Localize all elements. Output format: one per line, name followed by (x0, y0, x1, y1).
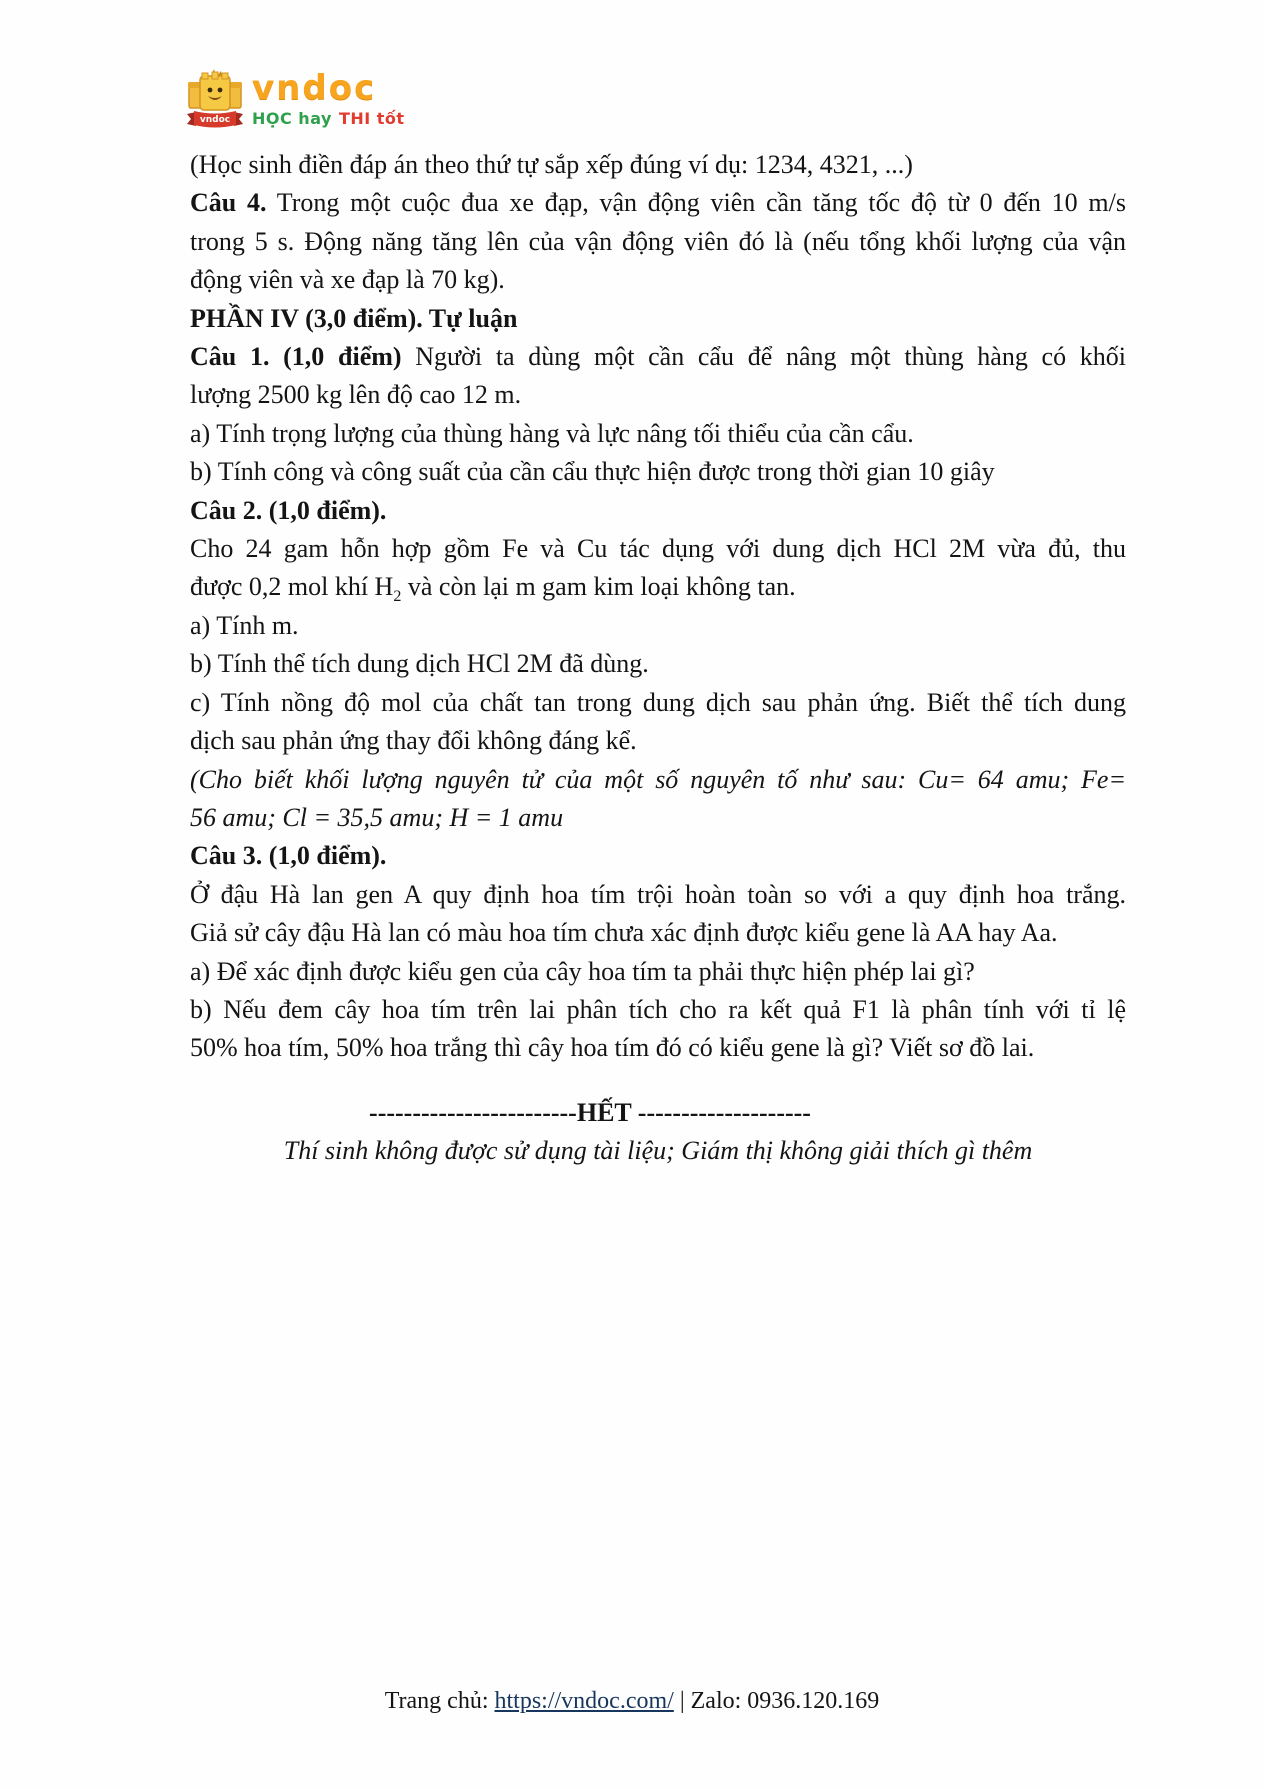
text-line (190, 568, 1126, 606)
text-line (190, 607, 1126, 645)
text-line (190, 722, 1126, 760)
text-line (190, 453, 1126, 491)
text-line (190, 530, 1126, 568)
text-run: Thí sinh không được sử dụng tài liệu; Giám thị không giải thích gì thêm (283, 1136, 1033, 1166)
vndoc-brand-text: vndoc (252, 68, 377, 108)
document-body (190, 146, 1126, 1171)
text-line (190, 799, 1126, 837)
vndoc-mascot-icon (186, 68, 244, 134)
text-run: b) Tính công và công suất của cần cẩu thực hiện được trong thời gian 10 giây (190, 457, 995, 487)
text-run: được 0,2 mol khí H (190, 572, 394, 602)
text-run: a) Tính m. (190, 610, 299, 640)
text-line (190, 1029, 1126, 1067)
text-run: 2 (393, 588, 402, 606)
tagline-hoc-hay: HỌC hay (252, 109, 332, 128)
text-run: (Học sinh điền đáp án theo thứ tự sắp xếp đúng ví dụ: 1234, 4321, ...) (190, 150, 913, 179)
text-line (190, 492, 1126, 530)
text-line (190, 300, 1126, 338)
text-run: b) Tính thể tích dung dịch HCl 2M đã dùng. (190, 649, 649, 679)
text-run: Trong một cuộc đua xe đạp, vận động viên cần tăng tốc độ từ 0 đến 10 m/s (266, 188, 1126, 218)
text-run: Người ta dùng một cần cẩu để nâng một thùng hàng có khối (401, 342, 1126, 372)
text-line (190, 761, 1126, 799)
text-run: a) Tính trọng lượng của thùng hàng và lực nâng tối thiểu của cần cẩu. (190, 418, 914, 448)
text-line (190, 684, 1126, 722)
text-run: a) Để xác định được kiểu gen của cây hoa tím ta phải thực hiện phép lai gì? (190, 956, 975, 986)
text-line (190, 261, 1126, 299)
text-line (190, 338, 1126, 376)
text-run: 50% hoa tím, 50% hoa trắng thì cây hoa tím đó có kiểu gene là gì? Viết sơ đồ lai. (190, 1033, 1035, 1063)
text-run: Câu 4. (190, 188, 267, 218)
text-run: b) Nếu đem cây hoa tím trên lai phân tích cho ra kết quả F1 là phân tính với tỉ lệ (190, 994, 1126, 1024)
vndoc-logo (186, 68, 405, 134)
footer-separator: | (673, 1688, 691, 1714)
text-run: 56 amu; Cl = 35,5 amu; H = 1 amu (190, 802, 564, 832)
ribbon-text: vndoc (199, 115, 231, 125)
text-line (190, 914, 1126, 952)
homepage-link[interactable]: https://vndoc.com/ (494, 1688, 674, 1714)
text-line (190, 876, 1126, 914)
text-run: (Cho biết khối lượng nguyên tử của một số nguyên tố như sau: Cu= 64 amu; Fe= (190, 764, 1126, 794)
tagline-thi-tot: THI tốt (338, 109, 405, 128)
text-line (190, 184, 1126, 222)
page-footer (0, 1688, 1264, 1715)
text-run: và còn lại m gam kim loại không tan. (401, 572, 796, 602)
text-run: Câu 2. (1,0 điểm). (190, 495, 387, 525)
text-run: Cho 24 gam hỗn hợp gồm Fe và Cu tác dụng với dung dịch HCl 2M vừa đủ, thu (190, 534, 1126, 564)
text-run: Câu 1. (1,0 điểm) (190, 342, 402, 372)
text-run: PHẦN IV (3,0 điểm). Tự luận (190, 303, 518, 333)
text-run: Ở đậu Hà lan gen A quy định hoa tím trội hoàn toàn so với a quy định hoa trắng. (190, 879, 1126, 909)
footer-zalo: Zalo: 0936.120.169 (690, 1688, 880, 1714)
text-line (190, 223, 1126, 261)
text-run: Câu 3. (1,0 điểm). (190, 841, 387, 871)
text-line (190, 1094, 1126, 1132)
text-run: dịch sau phản ứng thay đổi không đáng kể. (190, 726, 637, 756)
text-run: động viên và xe đạp là 70 kg). (190, 265, 505, 295)
logo-text-block (252, 68, 405, 129)
footer-prefix: Trang chủ: (384, 1688, 495, 1714)
text-line (190, 146, 1126, 184)
text-run: ------------------------HẾT -------------------- (369, 1097, 811, 1127)
text-line (190, 837, 1126, 875)
text-line (190, 953, 1126, 991)
text-line (190, 376, 1126, 414)
text-line (190, 415, 1126, 453)
text-line (190, 1132, 1126, 1170)
logo-tagline (252, 109, 405, 129)
text-line (190, 991, 1126, 1029)
text-run: Giả sử cây đậu Hà lan có màu hoa tím chưa xác định được kiểu gene là AA hay Aa. (190, 918, 1058, 948)
text-line (190, 645, 1126, 683)
text-run: lượng 2500 kg lên độ cao 12 m. (190, 380, 522, 410)
text-run: trong 5 s. Động năng tăng lên của vận động viên đó là (nếu tổng khối lượng của vận (190, 226, 1126, 256)
text-run: c) Tính nồng độ mol của chất tan trong dung dịch sau phản ứng. Biết thể tích dung (190, 687, 1126, 717)
